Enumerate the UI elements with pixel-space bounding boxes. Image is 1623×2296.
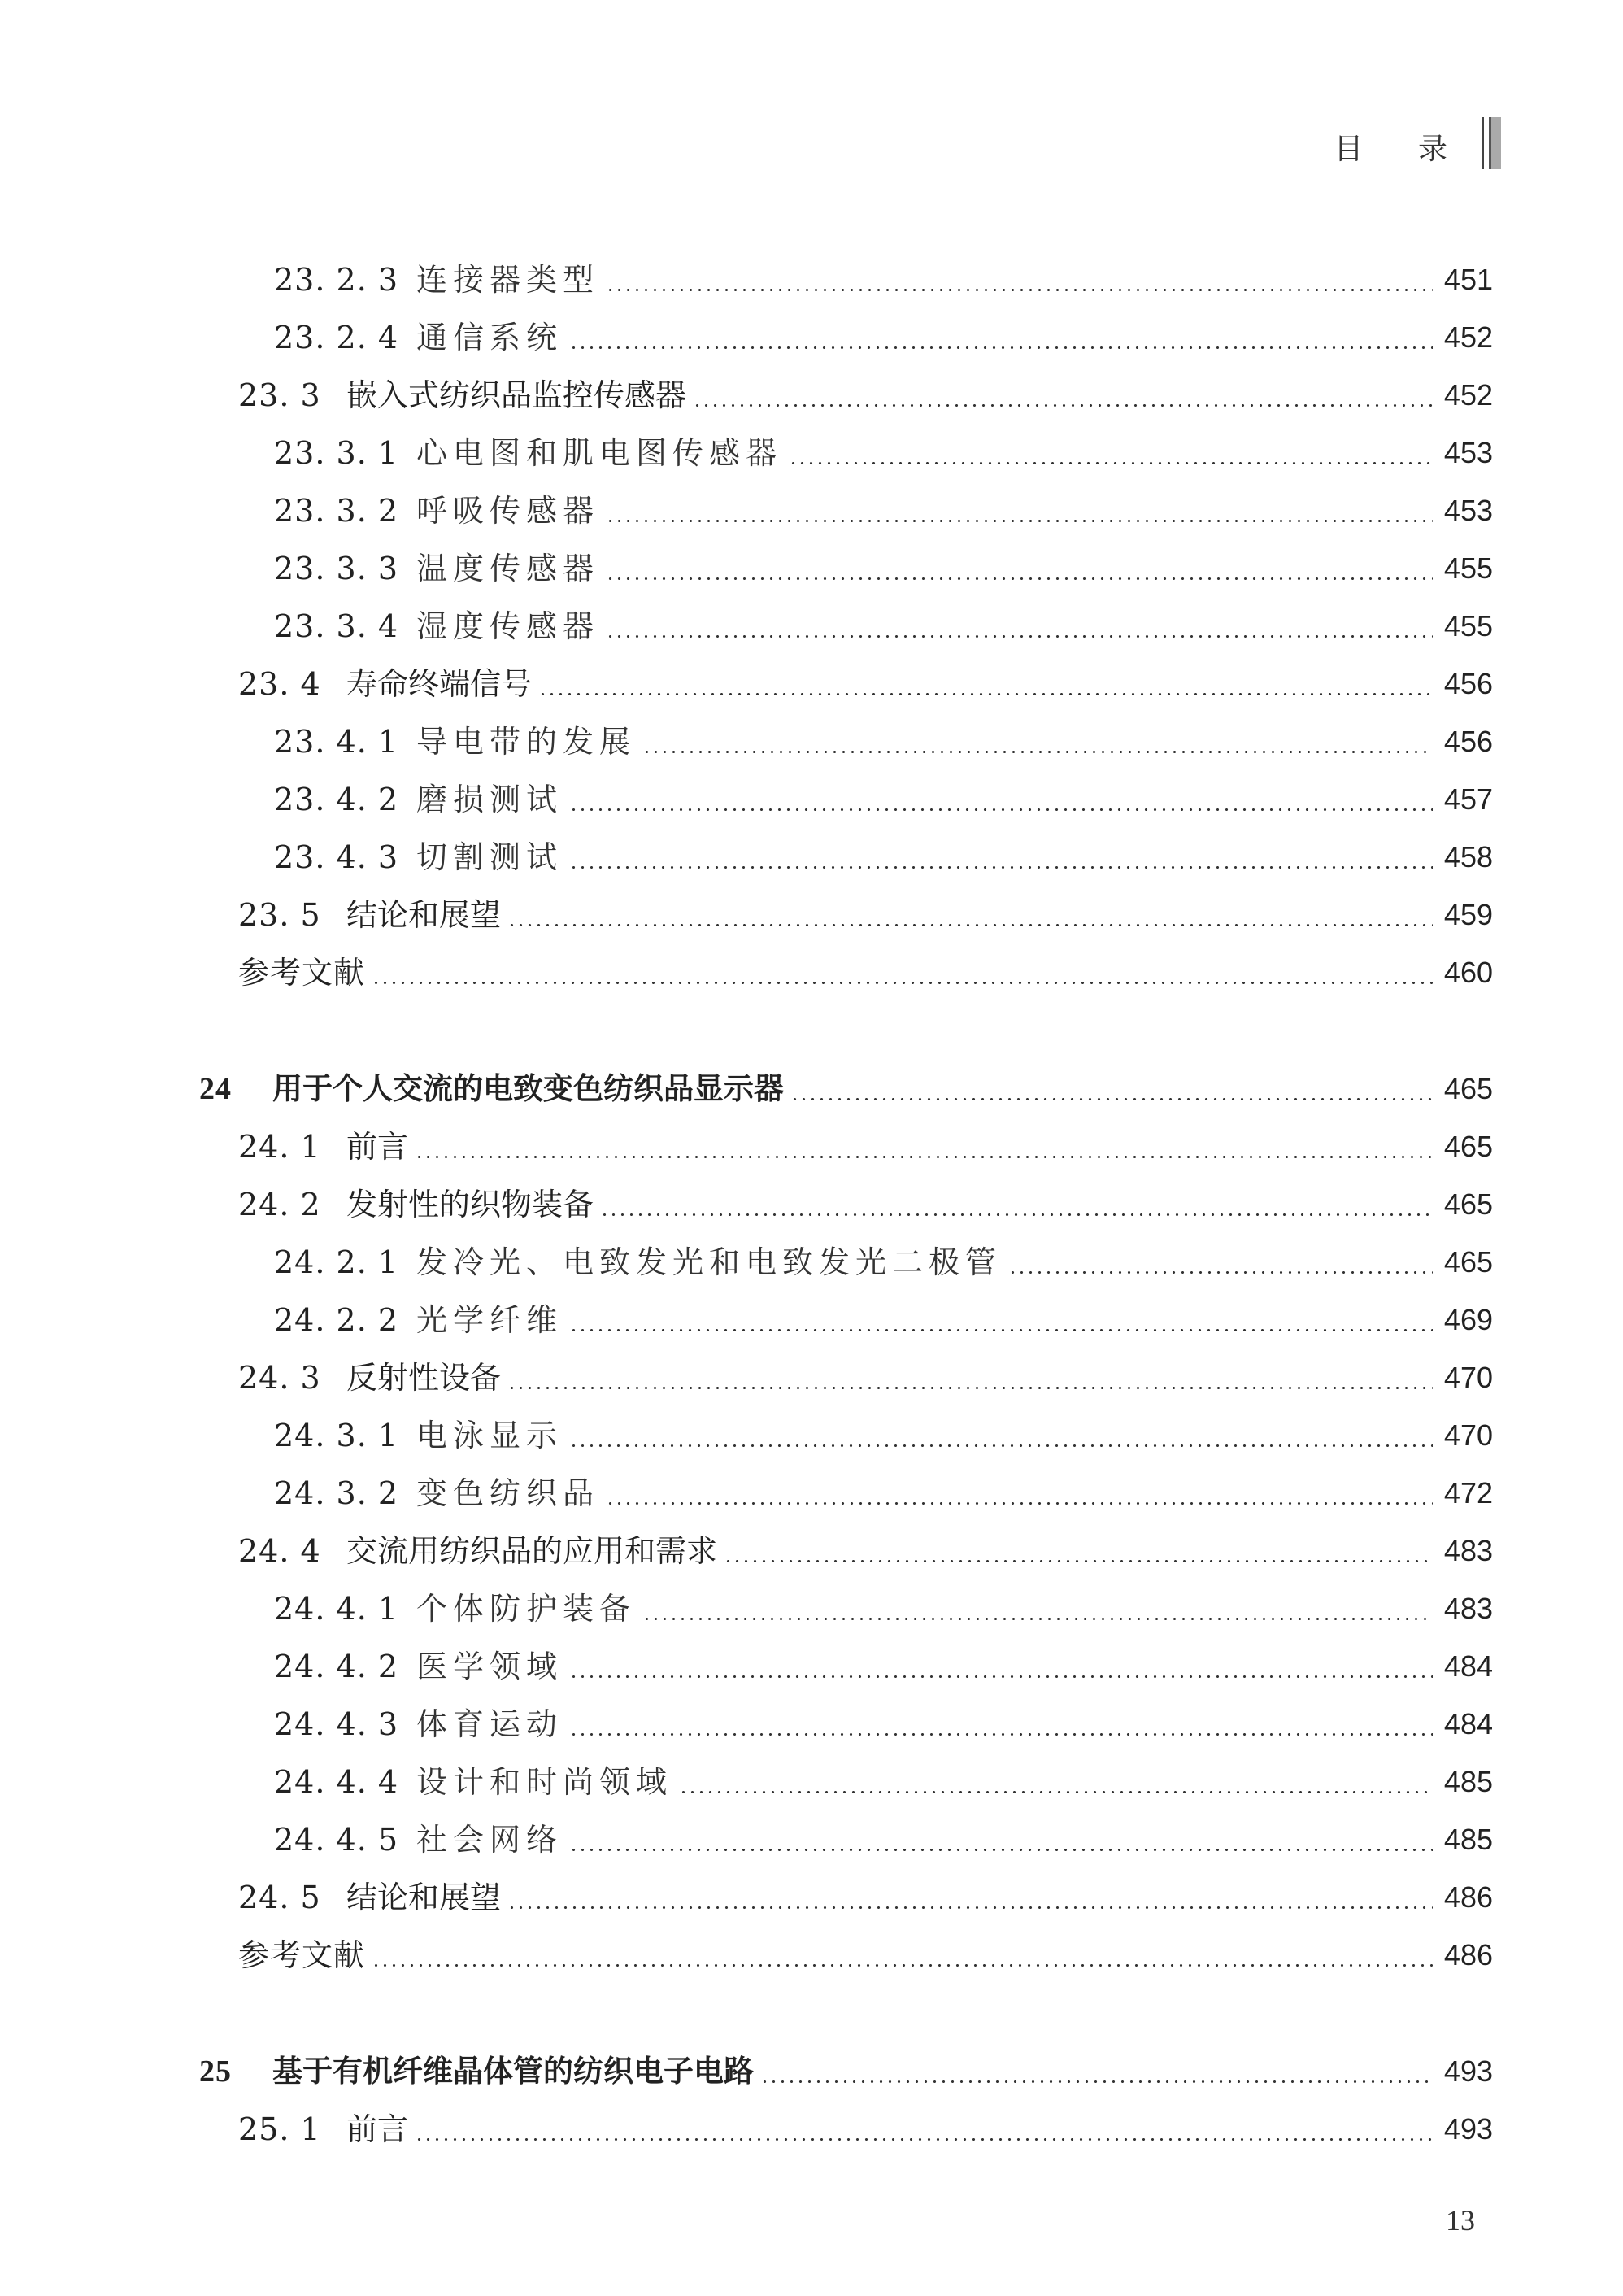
toc-entry-title: 导电带的发展: [416, 724, 637, 760]
dot-leader: [415, 1156, 1433, 1158]
toc-section-entry[interactable]: [274, 425, 1493, 474]
toc-entry-title: 用于个人交流的电致变色纺织品显示器: [272, 1071, 784, 1106]
toc-entry-number: 23. 4. 1: [274, 724, 399, 760]
toc-section-entry[interactable]: [274, 252, 1493, 301]
page-number: 13: [1446, 2204, 1475, 2237]
toc-entry-page: 465: [1443, 1187, 1493, 1221]
toc-entry-page: 465: [1443, 1245, 1493, 1279]
header-bar-decoration: [1482, 117, 1501, 169]
toc-entry-page: 484: [1443, 1649, 1493, 1683]
dot-leader: [606, 1502, 1433, 1505]
dot-leader: [724, 1560, 1433, 1562]
toc-entry-page: 451: [1443, 263, 1493, 296]
toc-entry-number: 24. 4: [238, 1533, 321, 1569]
toc-entry-page: 486: [1443, 1880, 1493, 1914]
toc-entry-page: 455: [1443, 609, 1493, 643]
toc-section-entry[interactable]: [238, 368, 1493, 416]
toc-section-entry[interactable]: [274, 1292, 1493, 1341]
running-header: [1334, 122, 1501, 171]
toc-entry-number: 24. 2: [238, 1187, 321, 1222]
toc-entry-number: 24. 4. 1: [274, 1591, 399, 1627]
toc-chapter-entry[interactable]: [199, 2044, 1493, 2093]
toc-section-entry[interactable]: [238, 1177, 1493, 1226]
toc-entry-title: 基于有机纤维晶体管的纺织电子电路: [272, 2054, 754, 2089]
toc-entry-number: 25. 1: [238, 2111, 321, 2147]
dot-leader: [569, 346, 1433, 349]
toc-entry-number: 23. 4: [238, 666, 321, 702]
toc-section-entry[interactable]: [238, 1119, 1493, 1168]
toc-entry-number: 23. 3. 2: [274, 493, 399, 529]
toc-entry-title: 电泳显示: [416, 1418, 563, 1453]
toc-section-entry[interactable]: [274, 772, 1493, 821]
toc-entry-number: 23. 3. 1: [274, 435, 399, 471]
toc-section-entry[interactable]: [274, 1754, 1493, 1803]
toc-entry-number: 24. 2. 1: [274, 1244, 399, 1280]
toc-entry-title: 前言: [346, 1129, 409, 1165]
toc-entry-number: 23. 4. 3: [274, 839, 399, 875]
dot-leader: [642, 1618, 1433, 1620]
toc-entry-title: 前言: [346, 2111, 409, 2147]
toc-entry-page: 470: [1443, 1418, 1493, 1452]
toc-entry-page: 472: [1443, 1476, 1493, 1510]
toc-entry-title: 光学纤维: [416, 1302, 563, 1338]
toc-entry-page: 456: [1443, 725, 1493, 758]
toc-entry-number: 24. 4. 3: [274, 1706, 399, 1742]
toc-entry-page: 457: [1443, 782, 1493, 816]
toc-entry-title: 切割测试: [416, 839, 563, 875]
dot-leader: [760, 2080, 1433, 2083]
dot-leader: [538, 693, 1433, 695]
toc-entry-title: 变色纺织品: [416, 1475, 600, 1511]
toc-entry-title: 发射性的织物装备: [346, 1187, 594, 1222]
toc-entry-number: 24. 4. 5: [274, 1822, 399, 1858]
toc-entry-page: 465: [1443, 1130, 1493, 1163]
toc-section-entry[interactable]: [274, 310, 1493, 359]
toc-entry-title: 通信系统: [416, 320, 563, 355]
toc-entry-title: 社会网络: [416, 1822, 563, 1858]
toc-references-entry[interactable]: [238, 945, 1493, 994]
toc-section-entry[interactable]: [274, 1235, 1493, 1283]
toc-entry-title: 交流用纺织品的应用和需求: [346, 1533, 718, 1569]
dot-leader: [569, 1444, 1433, 1447]
toc-entry-number: 24. 3: [238, 1360, 321, 1396]
dot-leader: [1008, 1271, 1433, 1274]
toc-entry-page: 493: [1443, 2112, 1493, 2146]
toc-entry-page: 485: [1443, 1765, 1493, 1798]
toc-section-entry[interactable]: [274, 483, 1493, 532]
toc-entry-title: 温度传感器: [416, 551, 600, 586]
dot-leader: [569, 1675, 1433, 1678]
dot-leader: [507, 1387, 1433, 1389]
toc-entry-title: 嵌入式纺织品监控传感器: [346, 377, 687, 413]
toc-chapter-entry[interactable]: [199, 1061, 1493, 1110]
dot-leader: [372, 982, 1433, 984]
toc-entry-page: 455: [1443, 551, 1493, 585]
toc-section-entry[interactable]: [274, 541, 1493, 590]
toc-entry-number: 23. 3: [238, 377, 321, 413]
toc-section-entry[interactable]: [274, 1581, 1493, 1630]
toc-entry-title: 结论和展望: [346, 1880, 502, 1915]
dot-leader: [569, 1329, 1433, 1331]
toc-entry-number: 23. 5: [238, 897, 321, 933]
toc-entry-title: 反射性设备: [346, 1360, 502, 1396]
toc-entry-page: 484: [1443, 1707, 1493, 1741]
toc-entry-page: 493: [1443, 2054, 1493, 2088]
toc-section-entry[interactable]: [274, 1408, 1493, 1457]
toc-entry-page: 465: [1443, 1072, 1493, 1105]
toc-section-entry[interactable]: [274, 599, 1493, 647]
toc-section-entry[interactable]: [238, 1523, 1493, 1572]
dot-leader: [600, 1213, 1433, 1216]
toc-entry-page: 483: [1443, 1592, 1493, 1625]
toc-entry-number: 23. 3. 3: [274, 551, 399, 586]
toc-entry-page: 460: [1443, 956, 1493, 989]
toc-entry-page: 483: [1443, 1534, 1493, 1567]
dot-leader: [606, 289, 1433, 291]
header-title: 目 录: [1334, 132, 1470, 166]
toc-entry-number: 24. 2. 2: [274, 1302, 399, 1338]
toc-entry-page: 453: [1443, 436, 1493, 469]
toc-entry-number: 24. 3. 2: [274, 1475, 399, 1511]
toc-entry-number: 23. 3. 4: [274, 608, 399, 644]
toc-entry-number: 24. 4. 4: [274, 1764, 399, 1800]
dot-leader: [789, 462, 1433, 464]
toc-references-entry[interactable]: [238, 1928, 1493, 1976]
toc-entry-number: 24. 1: [238, 1129, 321, 1165]
toc-section-entry[interactable]: [238, 887, 1493, 936]
toc-entry-number: 24. 4. 2: [274, 1649, 399, 1684]
toc-section-entry[interactable]: [238, 2102, 1493, 2150]
dot-leader: [642, 751, 1433, 753]
dot-leader: [569, 808, 1433, 811]
toc-section-entry[interactable]: [238, 1350, 1493, 1399]
toc-entry-title: 发冷光、电致发光和电致发光二极管: [416, 1244, 1003, 1280]
toc-entry-page: 486: [1443, 1938, 1493, 1971]
toc-entry-title: 连接器类型: [416, 262, 600, 298]
dot-leader: [569, 1733, 1433, 1736]
toc-entry-number: 24. 3. 1: [274, 1418, 399, 1453]
toc-entry-page: 453: [1443, 494, 1493, 527]
toc-entry-title: 结论和展望: [346, 897, 502, 933]
toc-entry-title: 个体防护装备: [416, 1591, 637, 1627]
dot-leader: [606, 635, 1433, 638]
toc-section-entry[interactable]: [274, 1812, 1493, 1861]
toc-section-entry[interactable]: [274, 714, 1493, 763]
toc-section-entry[interactable]: [274, 1697, 1493, 1745]
toc-entry-title: 呼吸传感器: [416, 493, 600, 529]
toc-entry-page: 470: [1443, 1361, 1493, 1394]
toc-entry-title: 湿度传感器: [416, 608, 600, 644]
dot-leader: [415, 2138, 1433, 2141]
dot-leader: [606, 520, 1433, 522]
toc-section-entry[interactable]: [238, 1870, 1493, 1919]
toc-entry-page: 459: [1443, 898, 1493, 931]
dot-leader: [507, 924, 1433, 926]
dot-leader: [679, 1791, 1433, 1793]
dot-leader: [606, 577, 1433, 580]
dot-leader: [569, 866, 1433, 869]
toc-entry-number: 24. 5: [238, 1880, 321, 1915]
toc-entry-number: 23. 2. 4: [274, 320, 399, 355]
dot-leader: [569, 1849, 1433, 1851]
dot-leader: [790, 1098, 1433, 1100]
dot-leader: [372, 1964, 1433, 1967]
toc-entry-number: 23. 2. 3: [274, 262, 399, 298]
toc-entry-page: 485: [1443, 1823, 1493, 1856]
dot-leader: [507, 1906, 1433, 1909]
toc-entry-page: 458: [1443, 840, 1493, 874]
toc-entry-number: 24: [199, 1072, 232, 1106]
toc-entry-page: 452: [1443, 320, 1493, 354]
toc-entry-title: 寿命终端信号: [346, 666, 533, 702]
toc-section-entry[interactable]: [274, 1639, 1493, 1688]
toc-entry-title: 心电图和肌电图传感器: [416, 435, 783, 471]
dot-leader: [693, 404, 1433, 407]
toc-entry-title: 体育运动: [416, 1706, 563, 1742]
toc-entry-number: 23. 4. 2: [274, 782, 399, 817]
toc-section-entry[interactable]: [274, 1466, 1493, 1514]
toc-entry-title: 参考文献: [238, 1937, 366, 1973]
toc-entry-number: 25: [199, 2054, 232, 2089]
toc-section-entry[interactable]: [238, 656, 1493, 705]
toc-entry-title: 医学领域: [416, 1649, 563, 1684]
toc-section-entry[interactable]: [274, 830, 1493, 878]
toc-entry-title: 磨损测试: [416, 782, 563, 817]
toc-entry-page: 469: [1443, 1303, 1493, 1336]
toc-entry-title: 参考文献: [238, 955, 366, 991]
toc-entry-page: 452: [1443, 378, 1493, 412]
toc-entry-page: 456: [1443, 667, 1493, 700]
toc-entry-title: 设计和时尚领域: [416, 1764, 673, 1800]
